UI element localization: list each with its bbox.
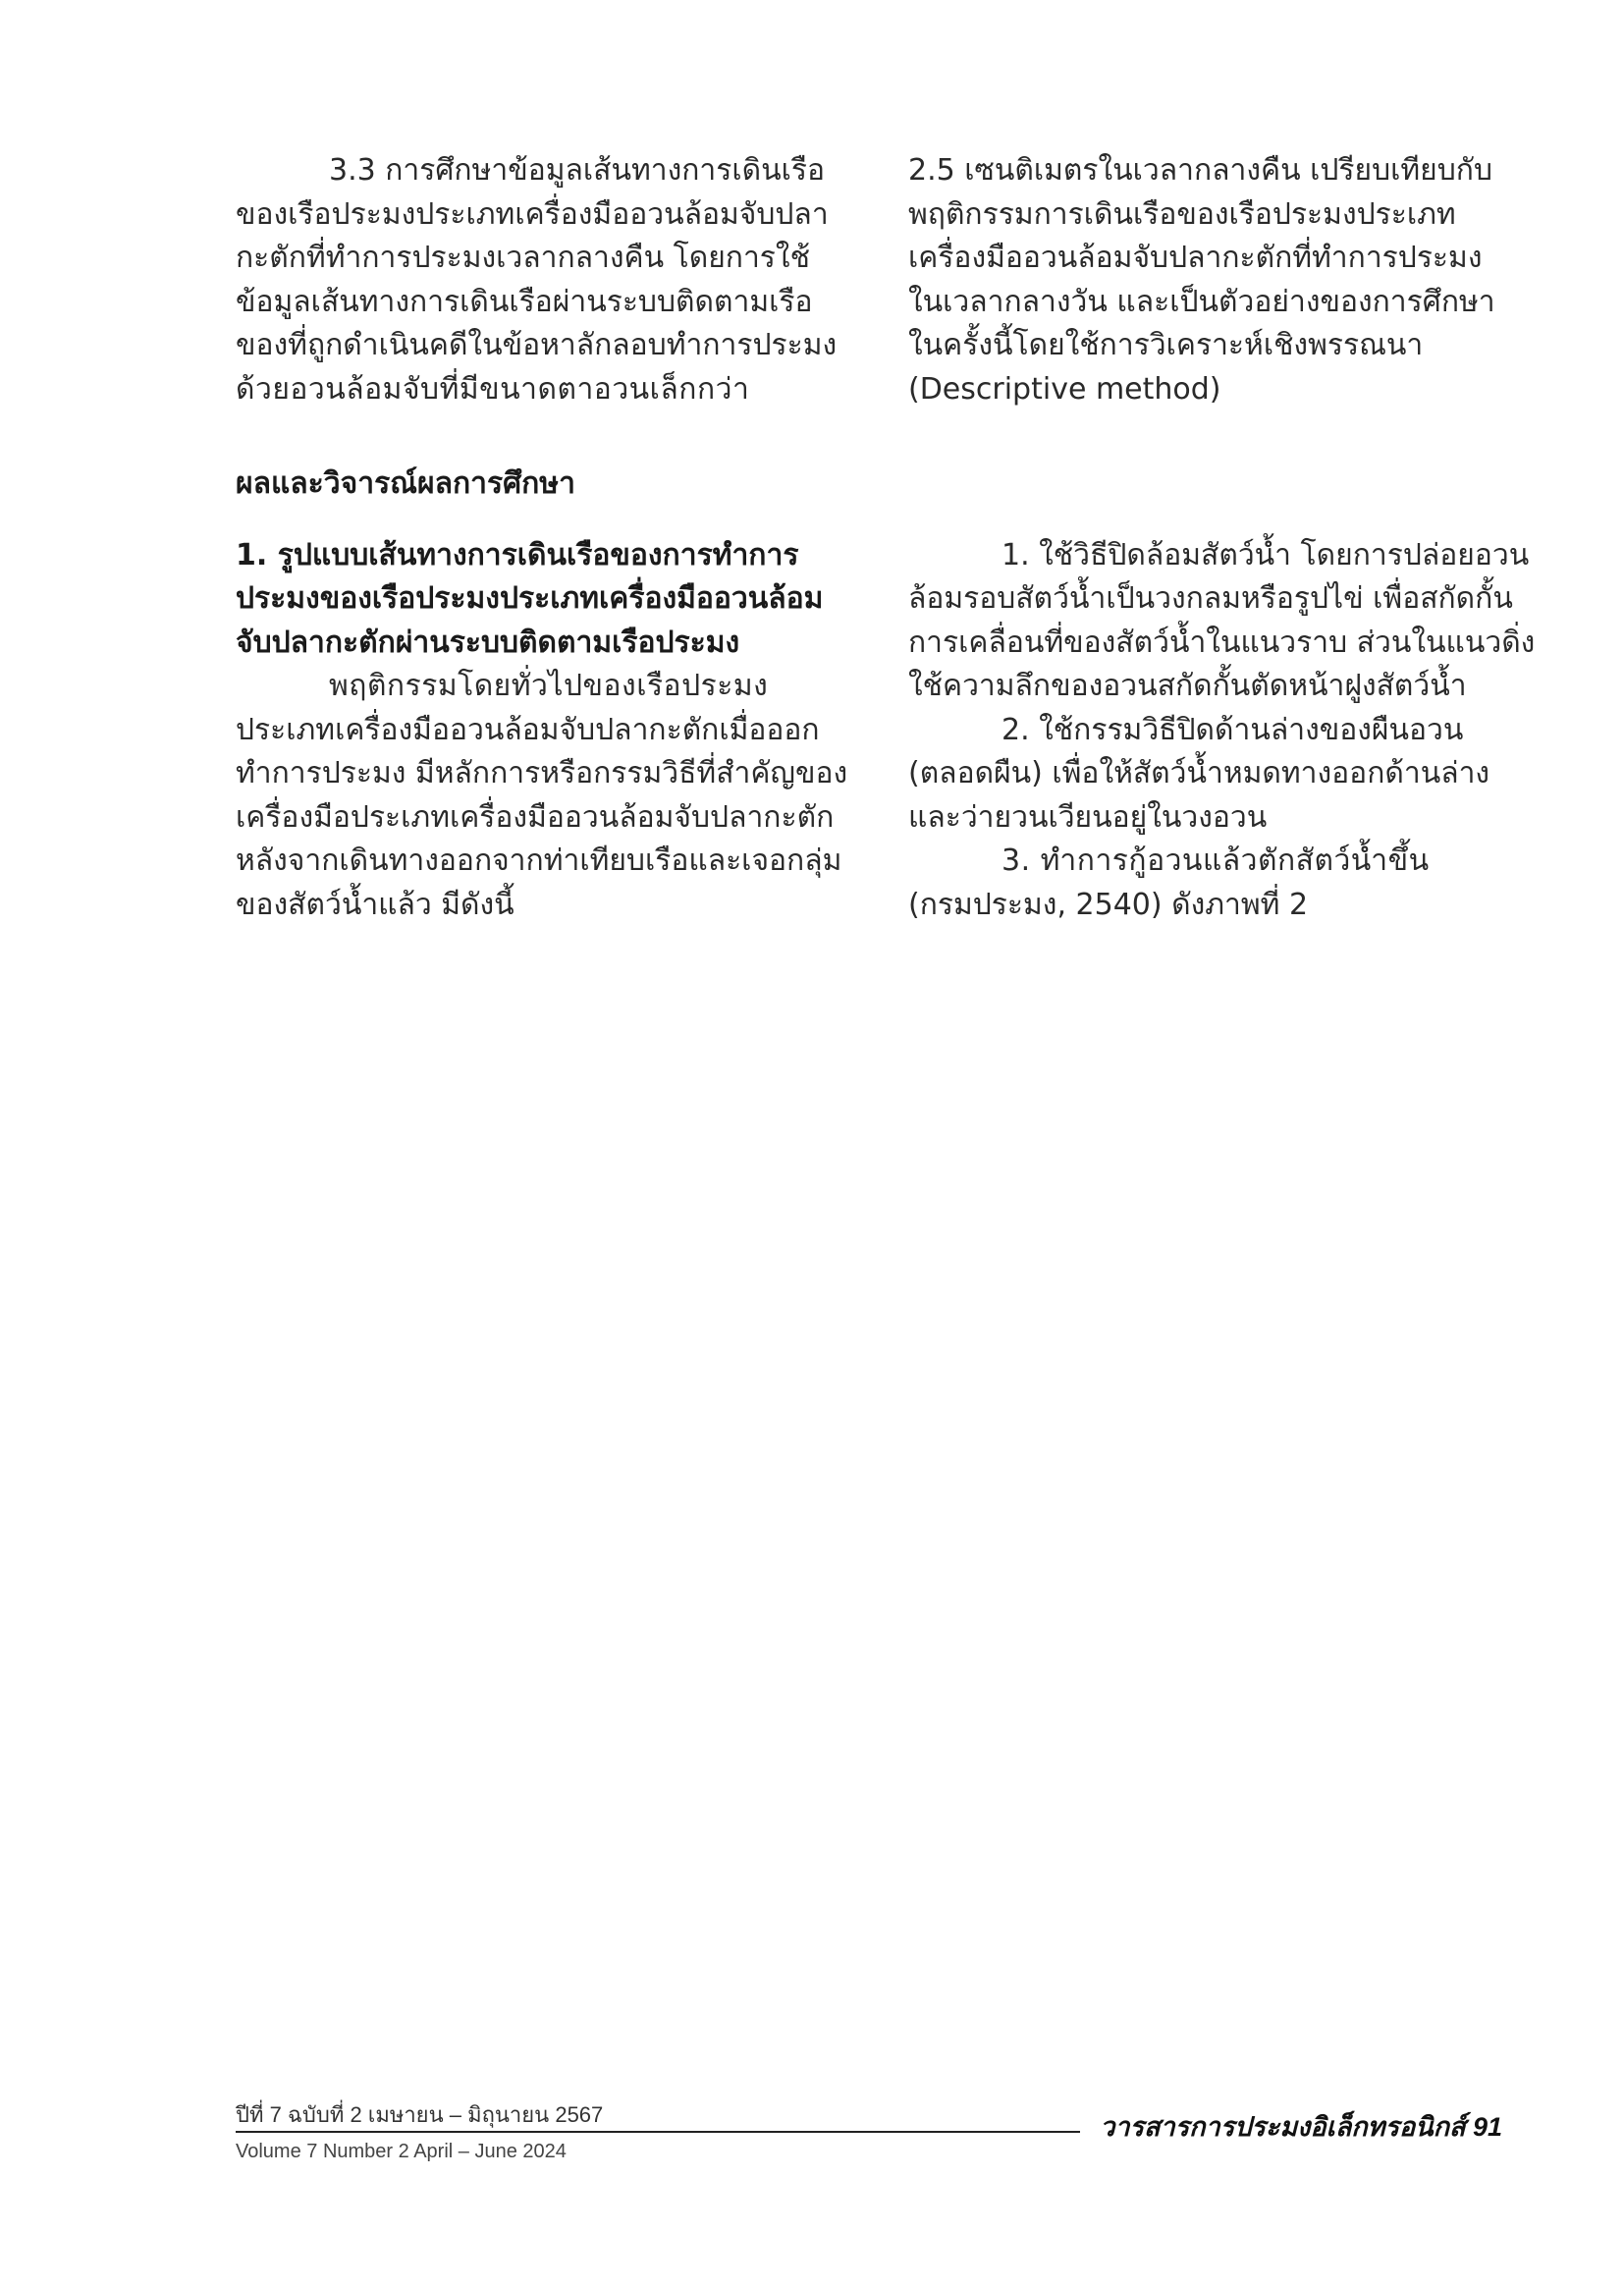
text-line: ทำการประมง มีหลักการหรือกรรมวิธีที่สำคัญของ (236, 756, 848, 790)
text-line: 2. ใช้กรรมวิธีปิดด้านล่างของผืนอวน (1001, 712, 1464, 747)
text-line: ในครั้งนี้โดยใช้การวิเคราะห์เชิงพรรณนา (908, 328, 1424, 362)
text-line: ของสัตว์น้ำแล้ว มีดังนี้ (236, 887, 514, 922)
section-heading: ผลและวิจารณ์ผลการศึกษา (236, 466, 575, 501)
footer-volume-english: Volume 7 Number 2 April – June 2024 (236, 2141, 567, 2162)
text-line: ประเภทเครื่องมืออวนล้อมจับปลากะตักเมื่อออก (236, 712, 820, 747)
paragraph-continued (908, 149, 1495, 411)
subheading-line: ประมงของเรือประมงประเภทเครื่องมืออวนล้อม (236, 581, 824, 616)
footer-rule (236, 2131, 1080, 2133)
footer-issue-thai: ปีที่ 7 ฉบับที่ 2 เมษายน – มิถุนายน 2567 (236, 2102, 604, 2127)
text-line: 3. ทำการกู้อวนแล้วตักสัตว์น้ำขึ้น (1001, 844, 1430, 878)
text-line: ใช้ความลึกของอวนสกัดกั้นตัดหน้าฝูงสัตว์น้ำ (908, 669, 1467, 703)
paragraph-3-3 (236, 149, 838, 411)
paragraph-behavior (236, 665, 848, 927)
text-line: เครื่องมืออวนล้อมจับปลากะตักที่ทำการประมง (908, 241, 1483, 275)
text-line: (Descriptive method) (908, 371, 1221, 407)
text-line: หลังจากเดินทางออกจากท่าเทียบเรือและเจอกลุ่ม (236, 844, 842, 878)
footer-journal-name: วารสารการประมงอิเล็กทรอนิกส์ 91 (1100, 2112, 1502, 2142)
text-line: (กรมประมง, 2540) ดังภาพที่ 2 (908, 887, 1309, 922)
subheading-line: จับปลากะตักผ่านระบบติดตามเรือประมง (236, 625, 740, 660)
subheading (236, 534, 824, 666)
list-item-1 (908, 534, 1536, 709)
right-column (908, 149, 1536, 927)
text-line: 2.5 เซนติเมตรในเวลากลางคืน เปรียบเทียบกับ (908, 153, 1493, 188)
text-line: 1. ใช้วิธีปิดล้อมสัตว์น้ำ โดยการปล่อยอวน (1001, 537, 1530, 572)
text-line: ในเวลากลางวัน และเป็นตัวอย่างของการศึกษา (908, 284, 1495, 319)
spacer (908, 411, 1488, 534)
left-column (236, 149, 848, 927)
text-line: ของเรือประมงประเภทเครื่องมืออวนล้อมจับปลา (236, 196, 829, 232)
text-line: 3.3 การศึกษาข้อมูลเส้นทางการเดินเรือ (329, 153, 825, 188)
text-line: พฤติกรรมโดยทั่วไปของเรือประมง (329, 669, 769, 703)
text-line: ของที่ถูกดำเนินคดีในข้อหาลักลอบทำการประมง (236, 328, 838, 362)
text-line: และว่ายวนเวียนอยู่ในวงอวน (908, 799, 1268, 835)
spacer (236, 507, 815, 534)
list-item-3 (908, 840, 1488, 927)
text-line: เครื่องมือประเภทเครื่องมืออวนล้อมจับปลากะตัก (236, 799, 835, 835)
list-item-2 (908, 709, 1488, 841)
text-line: ข้อมูลเส้นทางการเดินเรือผ่านระบบติดตามเรือ (236, 284, 813, 319)
page-footer (236, 2101, 1502, 2170)
subheading-line: 1. รูปแบบเส้นทางการเดินเรือของการทำการ (236, 537, 799, 572)
text-line: การเคลื่อนที่ของสัตว์น้ำในแนวราบ ส่วนในแนวดิ่ง (908, 625, 1536, 660)
text-line: ด้วยอวนล้อมจับที่มีขนาดตาอวนเล็กกว่า (236, 371, 750, 407)
text-line: กะตักที่ทำการประมงเวลากลางคืน โดยการใช้ (236, 241, 810, 275)
text-line: ล้อมรอบสัตว์น้ำเป็นวงกลมหรือรูปไข่ เพื่อสกัดกั้น (908, 581, 1513, 616)
text-line: (ตลอดผืน) เพื่อให้สัตว์น้ำหมดทางออกด้านล่าง (908, 756, 1490, 790)
text-line: พฤติกรรมการเดินเรือของเรือประมงประเภท (908, 196, 1456, 232)
spacer (236, 411, 815, 463)
